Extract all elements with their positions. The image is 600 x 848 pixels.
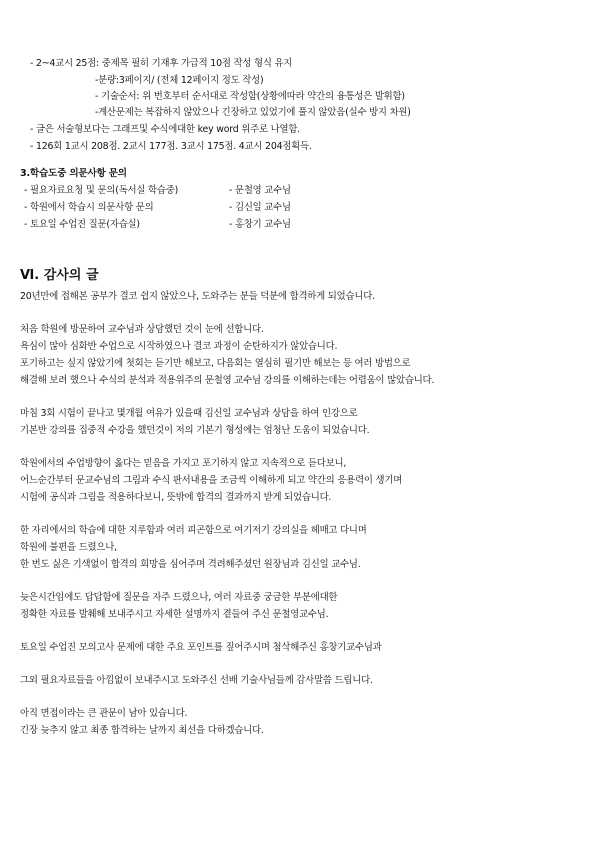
text-line: - 2~4교시 25점: 중제목 필히 기재후 가급적 10점 작성 형식 유지 [30, 58, 293, 69]
text-line: -계산문제는 복잡하지 않았으나 긴장하고 있었기에 풀지 않았음(실수 방지 차원) [95, 107, 411, 118]
text-line: 기본반 강의를 집중적 수강을 했던것이 저의 기본기 형성에는 엄청난 도움이 되었습니다. [20, 425, 370, 436]
text-line: 학원에 불편을 드렸으나, [20, 542, 117, 553]
text-line: -분량:3페이지/ (전체 12페이지 정도 작성) [95, 75, 264, 86]
section-heading: 3.학습도중 의문사항 문의 [20, 168, 127, 179]
section-title: Ⅵ. 감사의 글 [20, 268, 99, 283]
text-line: 한 자리에서의 학습에 대한 지루함과 여러 피곤함으로 여기저기 강의실을 헤매고 다니며 [20, 525, 367, 536]
list-item-person: - 김신일 교수님 [229, 202, 291, 213]
text-line: 토요일 수업진 모의고사 문제에 대한 주요 포인트를 짚어주시며 첨삭해주신 홍창기교수님과 [20, 642, 382, 653]
text-line: 한 번도 싫은 기색없이 합격의 희망을 심어주며 격려해주셨던 원장님과 김신일 교수님. [20, 559, 361, 570]
text-line: 마침 3회 시험이 끝나고 몇개월 여유가 있을때 김신일 교수님과 상담을 하여 인강으로 [20, 408, 358, 419]
text-line: 포기하고는 싶지 않았기에 첫회는 듣기만 해보고, 다음회는 열심히 필기만 해보는 등 여러 방법으로 [20, 358, 411, 369]
text-line: - 126회 1교시 208점. 2교시 177점. 3교시 175점. 4교시 204점획득. [30, 141, 312, 152]
text-line: 처음 학원에 방문하여 교수님과 상담했던 것이 눈에 선합니다. [20, 324, 264, 335]
list-item [24, 184, 291, 197]
list-item-text: - 학원에서 학습시 의문사항 문의 [24, 202, 154, 213]
text-line: 20년만에 접해본 공부가 결코 쉽지 않았으나, 도와주는 분들 덕분에 합격하게 되었습니다. [20, 291, 375, 302]
list-item-text: - 필요자료요청 및 문의(독서실 학습중) [24, 185, 179, 196]
list-item-text: - 토요일 수업진 질문(자습실) [24, 219, 140, 230]
list-item-person: - 문철영 교수님 [229, 185, 291, 196]
text-line: 그외 필요자료들을 아낌없이 보내주시고 도와주신 선배 기술사님들께 감사말씀 드립니다. [20, 675, 373, 686]
text-line: 긴장 늦추지 않고 최종 합격하는 날까지 최선을 다하겠습니다. [20, 725, 264, 736]
text-line: 학원에서의 수업방향이 옳다는 믿음을 가지고 포기하지 않고 지속적으로 듣다보니, [20, 458, 347, 469]
text-line: 해결해 보려 했으나 수식의 분석과 적용위주의 문철영 교수님 강의를 이해하는데는 어렵움이 많았습니다. [20, 375, 435, 386]
text-line: - 기술순서: 위 번호부터 순서대로 작성함(상황에따라 약간의 융통성은 발휘함) [95, 91, 405, 102]
list-item [24, 218, 291, 231]
text-line: 늦은시간임에도 답답함에 질문을 자주 드렸으나, 여러 자료중 궁금한 부분에대한 [20, 592, 338, 603]
list-item [24, 201, 291, 214]
list-item-person: - 홍창기 교수님 [229, 219, 291, 230]
text-line: - 글은 서술형보다는 그래프및 수식에대한 key word 위주로 나열함. [30, 124, 300, 135]
text-line: 시험에 공식과 그림을 적용하다보니, 뜻밖에 합격의 결과까지 받게 되었습니다. [20, 492, 332, 503]
text-line: 아직 면접이라는 큰 관문이 남아 있습니다. [20, 708, 188, 719]
text-line: 정확한 자료를 발췌해 보내주시고 자세한 설명까지 곁들여 주신 문철영교수님. [20, 609, 329, 620]
text-line: 어느순간부터 문교수님의 그림과 수식 판서내용을 조금씩 이해하게 되고 약간의 응용력이 생기며 [20, 475, 403, 486]
text-line: 욕심이 많아 심화반 수업으로 시작하였으나 결코 과정이 순탄하지가 않았습니다. [20, 341, 338, 352]
